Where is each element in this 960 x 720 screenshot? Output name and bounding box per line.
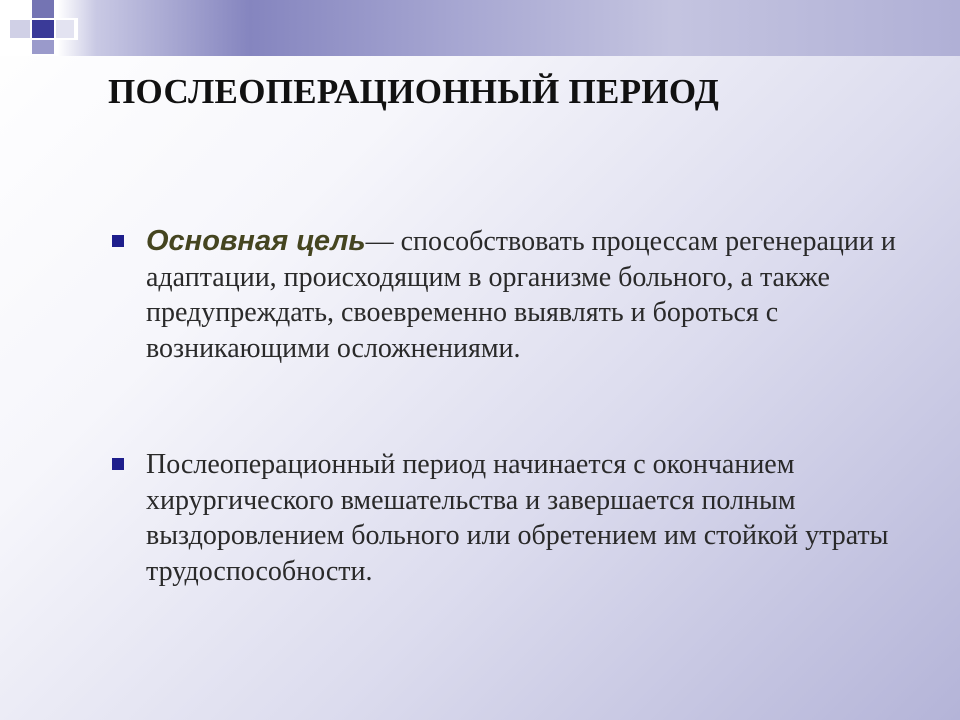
goal-description: — способствовать процессам регенерации и адаптации, происходящим в организме больного, а также предупреждать, своевременно выявлять и бороться с возникающими осложнениями. <box>146 226 896 364</box>
goal-emphasis: Основная цель <box>146 225 366 257</box>
bullet-square-icon <box>112 458 124 470</box>
bullet-square-icon <box>112 235 124 247</box>
decorative-square <box>10 20 30 38</box>
decorative-square <box>32 40 54 54</box>
decorative-square <box>56 20 74 38</box>
slide-title: ПОСЛЕОПЕРАЦИОННЫЙ ПЕРИОД <box>108 72 720 111</box>
decorative-square <box>32 0 54 18</box>
bullet-text-period: Послеоперационный период начинается с окончанием хирургического вмешательства и завершается полным выздоровлением больного или обретением им стойкой утраты трудоспособности. <box>146 449 889 587</box>
header-decoration-band <box>0 0 960 56</box>
decorative-square <box>32 20 54 38</box>
bullet-text-goal <box>146 224 936 366</box>
